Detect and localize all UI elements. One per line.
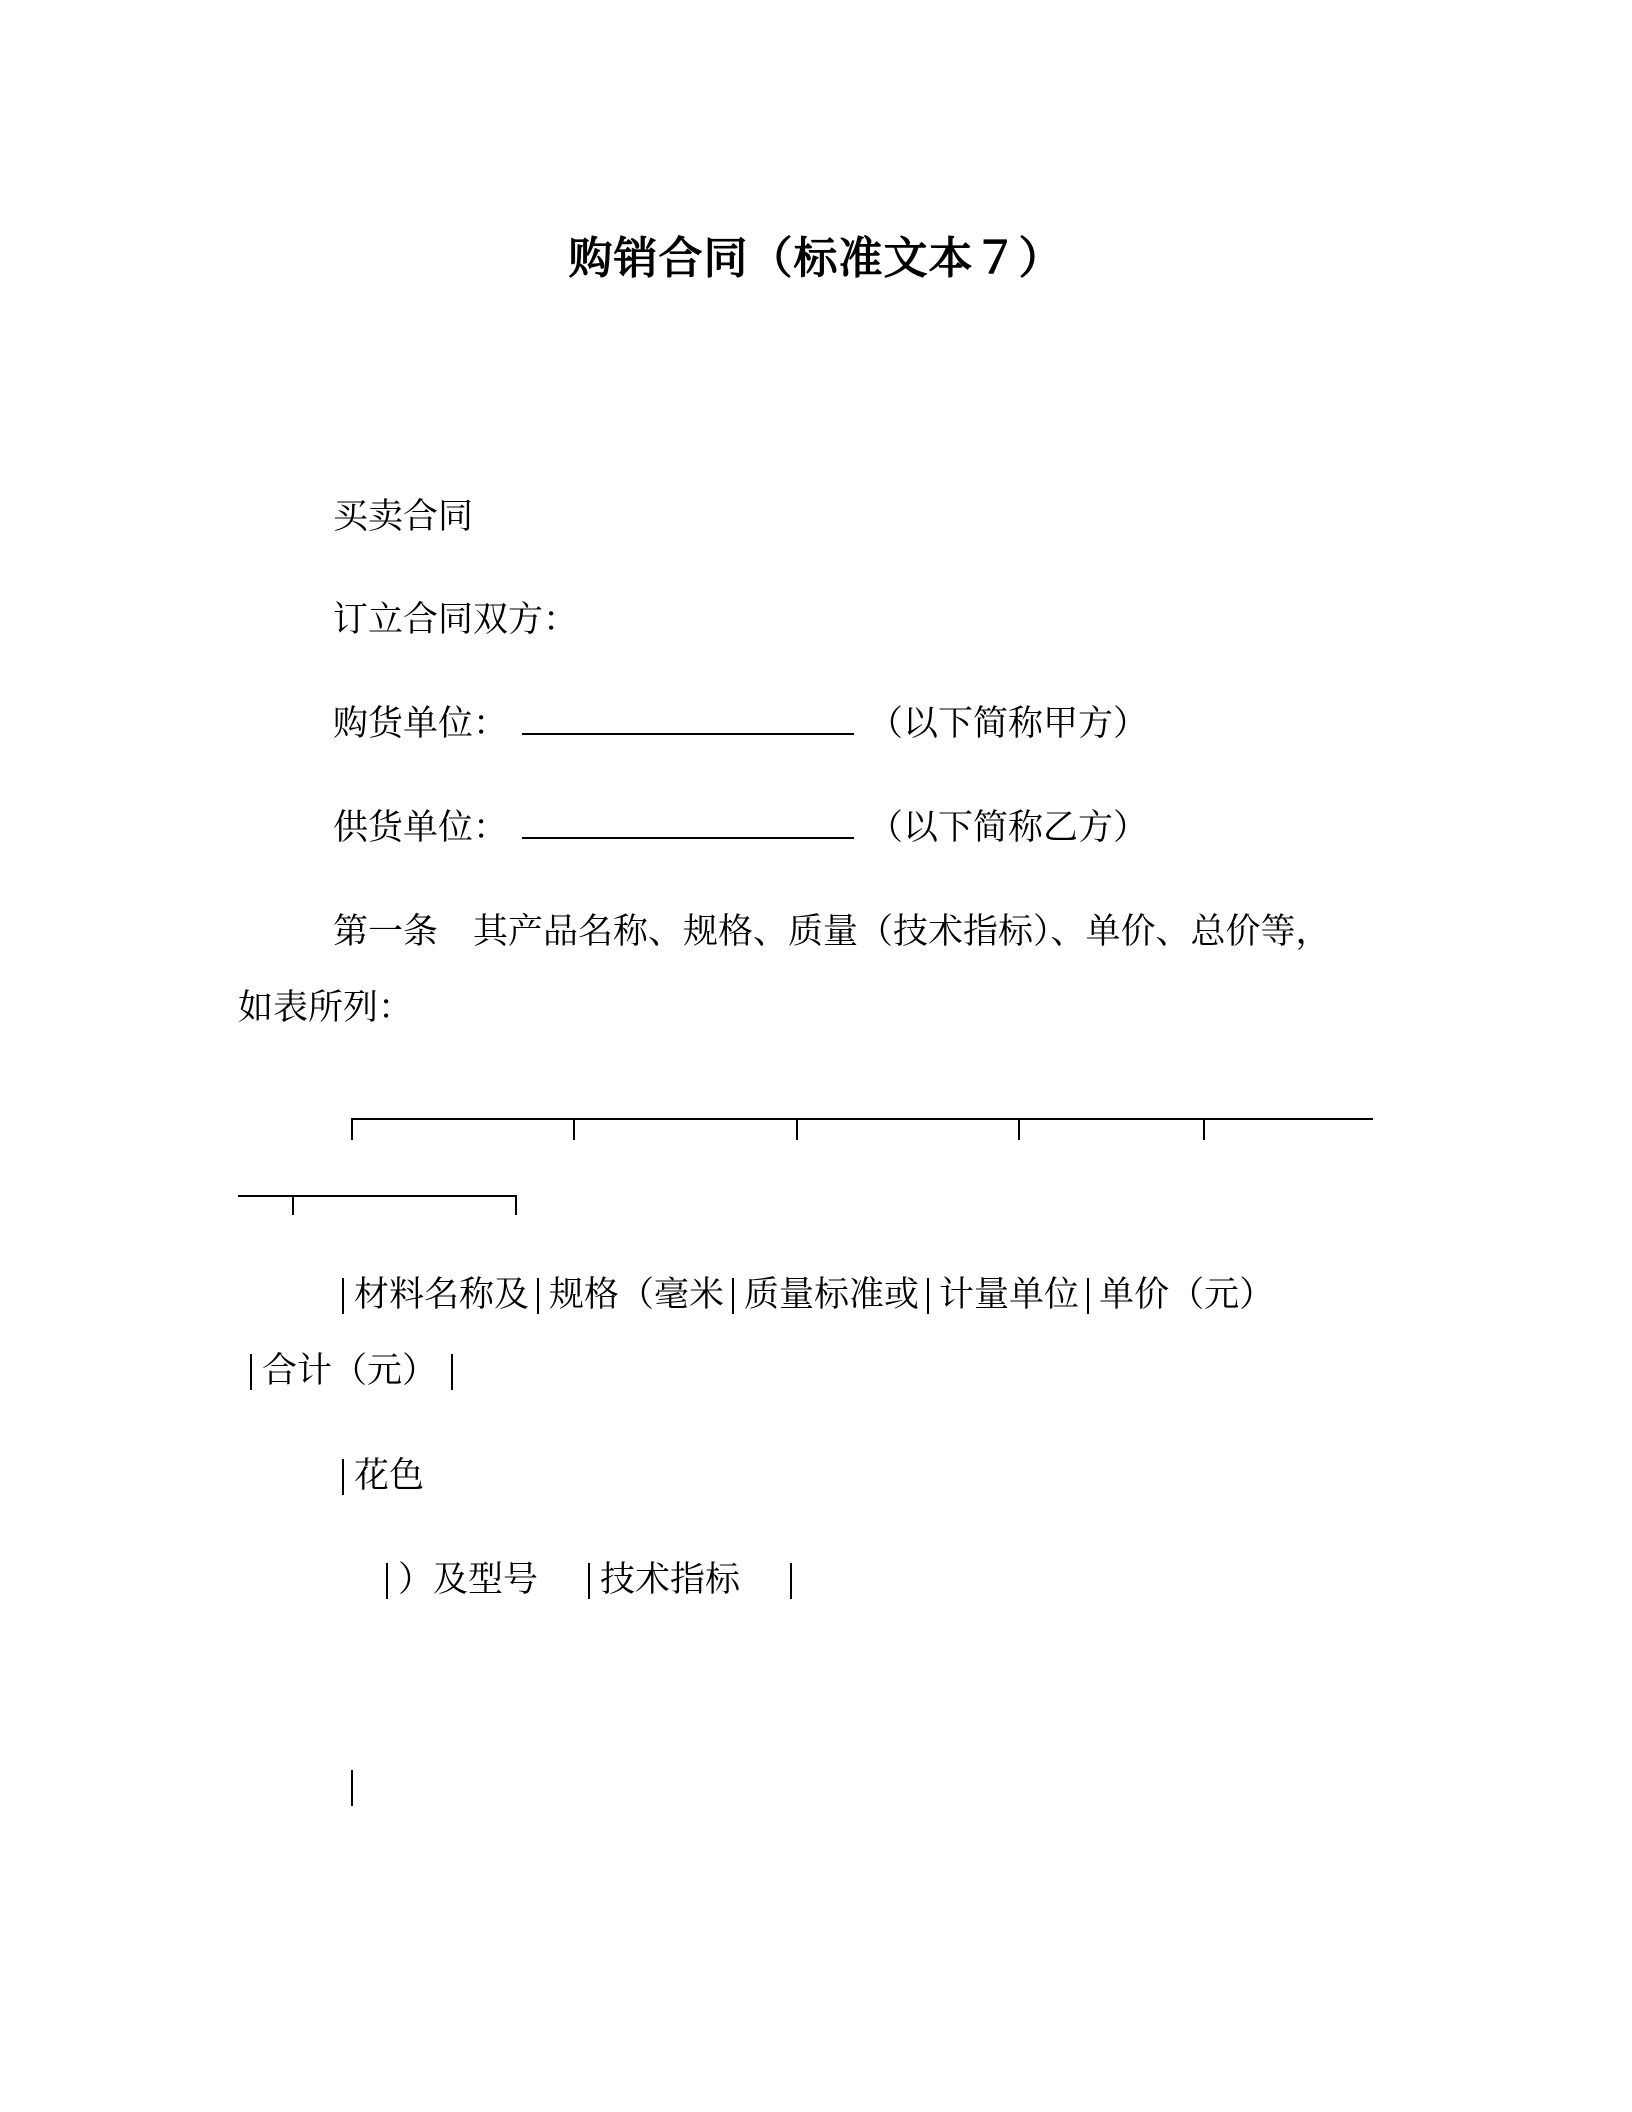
table-tick [1018,1118,1020,1140]
table-col-quality-cont: 技术指标 [600,1560,741,1600]
table-border [927,1278,929,1314]
parties-intro: 订立合同双方： [333,600,579,640]
table-border [732,1278,734,1314]
table-col-total: 合计（元） [262,1351,438,1391]
buyer-label: 购货单位： [333,704,509,744]
table-header-row-2 [342,1454,424,1498]
table-tick [515,1195,517,1215]
table-border [588,1563,590,1599]
seller-line [333,806,1148,850]
table-col-unit: 计量单位 [939,1275,1080,1315]
document-title: 购销合同（标准文本７） [568,233,1064,284]
table-border [537,1278,539,1314]
table-col-spec: 规格（毫米 [549,1275,725,1315]
table-border [1087,1278,1089,1314]
table-border [451,1354,453,1390]
seller-label: 供货单位： [333,808,509,848]
buyer-blank-field[interactable] [522,703,854,735]
table-top-rule [351,1118,1373,1120]
table-border [790,1563,792,1599]
table-border [342,1278,344,1314]
table-header-row-1-wrap [250,1349,463,1393]
article-1-line-2: 如表所列： [238,988,414,1028]
table-border [342,1459,344,1495]
buyer-note: （以下简称甲方） [868,704,1149,744]
table-tick [351,1118,353,1140]
table-col-spec-cont: ）及型号 [398,1560,539,1600]
contract-heading: 买卖合同 [333,497,474,537]
table-border [351,1770,353,1806]
table-top-rule-wrap [238,1195,517,1197]
table-col-quality: 质量标准或 [744,1275,920,1315]
seller-blank-field[interactable] [522,807,854,839]
table-border [386,1563,388,1599]
table-tick [1203,1118,1205,1140]
table-col-price: 单价（元） [1099,1275,1275,1315]
article-1-line-1: 第一条 其产品名称、规格、质量（技术指标）、单价、总价等， [333,912,1331,952]
table-col-material: 材料名称及 [354,1275,530,1315]
buyer-line [333,702,1148,746]
table-tick [292,1195,294,1215]
table-tick [796,1118,798,1140]
table-header-row-1 [342,1273,1274,1317]
table-border [250,1354,252,1390]
table-col-material-cont: 花色 [354,1456,425,1496]
table-header-row-3 [386,1558,802,1602]
table-tick [573,1118,575,1140]
seller-note: （以下简称乙方） [868,808,1149,848]
